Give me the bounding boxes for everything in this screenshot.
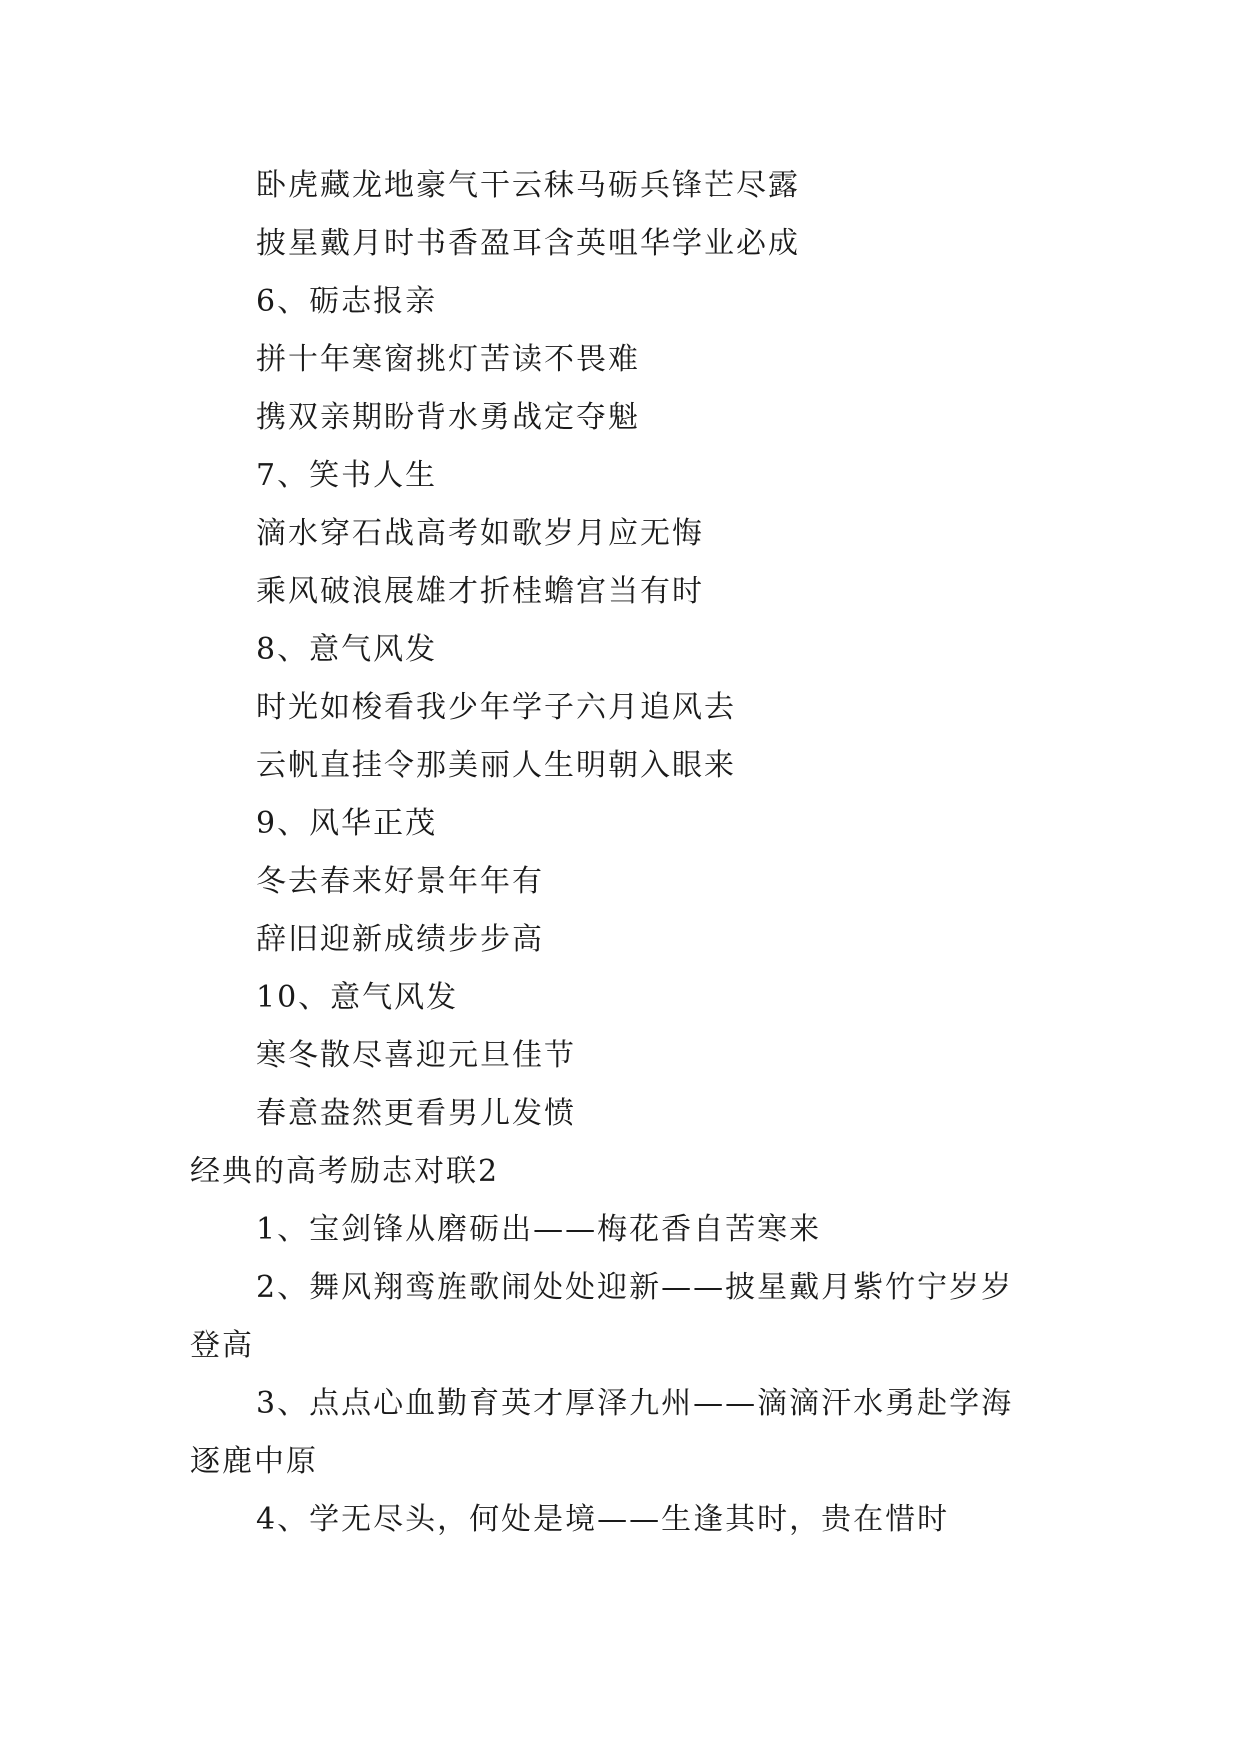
text-line: 滴水穿石战高考如歌岁月应无悔 [256, 516, 704, 551]
text-line: 2、舞风翔鸾旌歌闹处处迎新——披星戴月紫竹宁岁岁 [256, 1270, 1014, 1305]
text-line: 拼十年寒窗挑灯苦读不畏难 [256, 342, 640, 377]
text-line: 乘风破浪展雄才折桂蟾宫当有时 [256, 574, 704, 609]
text-line: 携双亲期盼背水勇战定夺魁 [256, 400, 640, 435]
text-line: 时光如梭看我少年学子六月追风去 [256, 690, 736, 725]
list-item-heading: 7、笑书人生 [256, 458, 438, 493]
text-line: 4、学无尽头，何处是境——生逢其时，贵在惜时 [256, 1502, 950, 1537]
text-line: 寒冬散尽喜迎元旦佳节 [256, 1038, 576, 1073]
text-line: 卧虎藏龙地豪气干云秣马砺兵锋芒尽露 [256, 168, 800, 203]
text-line: 披星戴月时书香盈耳含英咀华学业必成 [256, 226, 800, 261]
text-line: 辞旧迎新成绩步步高 [256, 922, 544, 957]
text-line: 春意盎然更看男儿发愤 [256, 1096, 576, 1131]
text-line: 1、宝剑锋从磨砺出——梅花香自苦寒来 [256, 1212, 822, 1247]
list-item-heading: 9、风华正茂 [256, 806, 438, 841]
text-line: 冬去春来好景年年有 [256, 864, 544, 899]
text-line: 云帆直挂令那美丽人生明朝入眼来 [256, 748, 736, 783]
section-heading: 经典的高考励志对联2 [190, 1154, 500, 1189]
text-line: 登高 [190, 1328, 254, 1363]
list-item-heading: 6、砺志报亲 [256, 284, 438, 319]
list-item-heading: 8、意气风发 [256, 632, 438, 667]
text-line: 逐鹿中原 [190, 1444, 318, 1479]
list-item-heading: 10、意气风发 [256, 980, 459, 1015]
text-line: 3、点点心血勤育英才厚泽九州——滴滴汗水勇赴学海 [256, 1386, 1014, 1421]
